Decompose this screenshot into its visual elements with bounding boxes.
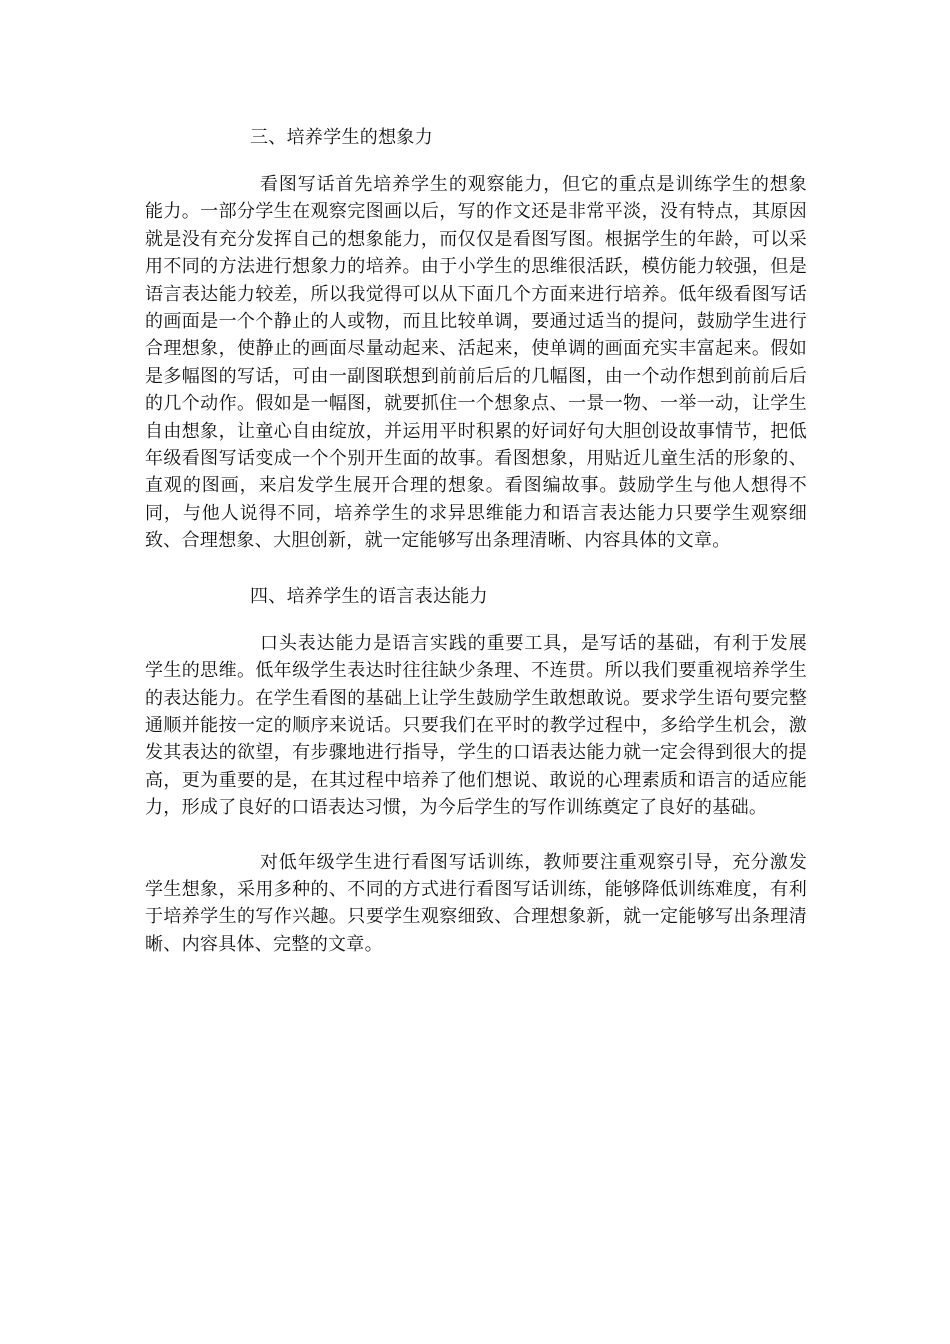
spacer (145, 555, 807, 582)
document-content (145, 123, 807, 958)
section-3-paragraph: 看图写话首先培养学生的观察能力，但它的重点是训练学生的想象能力。一部分学生在观察完图画以后，写的作文还是非常平淡，没有特点，其原因就是没有充分发挥自己的想象能力，而仅仅是看图写图。根据学生的年龄，可以采用不同的方法进行想象力的培养。由于小学生的思维很活跃，模仿能力较强，但是语言表达能力较差，所以我觉得可以从下面几个方面来进行培养。低年级看图写话的画面是一个个静止的人或物，而且比较单调，要通过适当的提问，鼓励学生进行合理想象，使静止的画面尽量动起来、活起来，使单调的画面充实丰富起来。假如是多幅图的写话，可由一副图联想到前前后后的几幅图，由一个动作想到前前后后的几个动作。假如是一幅图，就要抓住一个想象点、一景一物、一举一动，让学生自由想象，让童心自由绽放，并运用平时积累的好词好句大胆创设故事情节，把低年级看图写话变成一个个别开生面的故事。看图想象，用贴近儿童生活的形象的、直观的图画，来启发学生展开合理的想象。看图编故事。鼓励学生与他人想得不同，与他人说得不同，培养学生的求异思维能力和语言表达能力只要学生观察细致、合理想象、大胆创新，就一定能够写出条理清晰、内容具体的文章。 (145, 174, 807, 552)
section-4-heading: 四、培养学生的语言表达能力 (250, 585, 488, 607)
section-3-heading: 三、培养学生的想象力 (250, 127, 433, 148)
spacer (145, 822, 807, 849)
spacer (145, 612, 807, 630)
section-4-paragraph: 口头表达能力是语言实践的重要工具，是写话的基础，有利于发展学生的思维。低年级学生表达时往往缺少条理、不连贯。所以我们要重视培养学生的表达能力。在学生看图的基础上让学生鼓励学生敢想敢说。要求学生语句要完整通顺并能按一定的顺序来说话。只要我们在平时的教学过程中，多给学生机会，激发其表达的欲望，有步骤地进行指导，学生的口语表达能力就一定会得到很大的提高，更为重要的是，在其过程中培养了他们想说、敢说的心理素质和语言的适应能力，形成了良好的口语表达习惯，为今后学生的写作训练奠定了良好的基础。 (145, 632, 807, 819)
conclusion-paragraph: 对低年级学生进行看图写话训练，教师要注重观察引导，充分激发学生想象，采用多种的、不同的方式进行看图写话训练，能够降低训练难度，有利于培养学生的写作兴趣。只要学生观察细致、合理想象新，就一定能够写出条理清晰、内容具体、完整的文章。 (145, 851, 807, 955)
spacer (145, 153, 807, 171)
